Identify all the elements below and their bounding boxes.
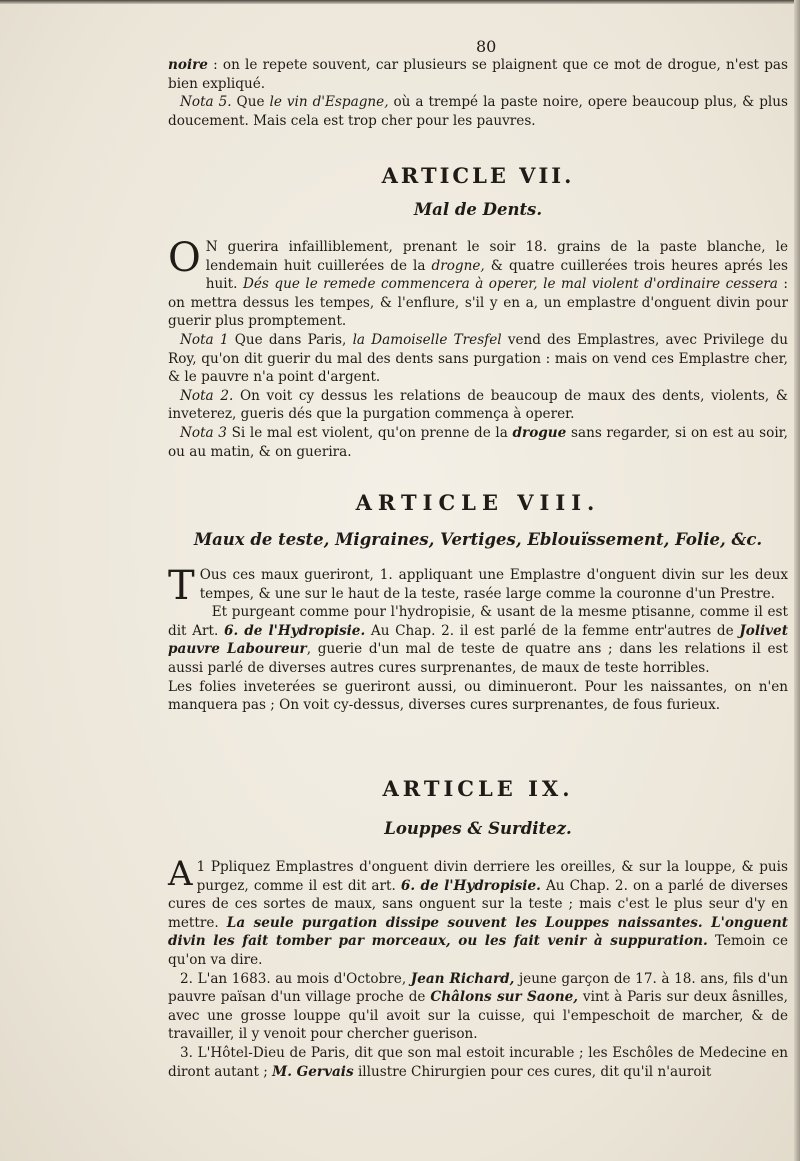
paragraph: noire : on le repete souvent, car plusieurs se plaignent que ce mot de drogue, n'est pas bien expliqué.: [168, 57, 788, 92]
drop-cap: T: [168, 563, 195, 609]
paragraph: Nota 3 Si le mal est violent, qu'on prenne de la drogue sans regarder, si on est au soir, ou au matin, & on guerira.: [168, 424, 789, 460]
article-body: [168, 235, 789, 461]
article-heading: ARTICLE VII.: [381, 163, 575, 188]
paragraph: 3. L'Hôtel-Dieu de Paris, dit que son mal estoit incurable ; les Eschôles de Medecine en diront autant ; M. Gervais illustre Chirurgien pour ces cures, dit qu'il n'auroit: [168, 1044, 788, 1080]
paragraph: Et purgeant comme pour l'hydropisie, & usant de la mesme ptisanne, comme il est dit Art. 6. de l'Hydropisie. Au Chap. 2. il est parlé de la femme entr'autres de Jolivet pauvre Laboureur, guerie d'un mal de teste de quatre ans ; dans les relations il est aussi parlé de diverses autres cures surprenantes, de maux de teste horribles.: [168, 604, 788, 676]
article-subtitle: Louppes & Surditez.: [384, 819, 572, 838]
page-right-edge: [794, 0, 800, 1161]
article-body: [168, 854, 788, 1081]
paragraph: O N guerira infailliblement, prenant le soir 18. grains de la paste blanche, le lendemain huit cuillerées de la drogne, & quatre cuillerées trois heures aprés les huit. Dés que le remede commencera à operer, le mal violent d'ordinaire cessera : on mettra dessus les tempes, & l'enflure, s'il y en a, un emplastre d'onguent divin pour guerir plus promptement.: [168, 235, 788, 330]
article-heading: ARTICLE IX.: [382, 776, 574, 801]
paragraph: Nota 2. On voit cy dessus les relations de beaucoup de maux des dents, violents, & inveterez, gueris dés que la purgation commença à operer.: [168, 387, 788, 423]
drop-cap: A: [168, 854, 193, 894]
page-number: 80: [476, 37, 497, 56]
paragraph: Nota 1 Que dans Paris, la Damoiselle Tresfel vend des Emplastres, avec Privilege du Roy, qu'on dit guerir du mal des dents sans purgation : mais on vend ces Emplastre cher, & le pauvre n'a point d'argent.: [168, 331, 788, 386]
page-top-edge: [0, 0, 800, 4]
paragraph: Les folies inveterées se gueriront aussi, ou diminueront. Pour les naissantes, on n'en manquera pas ; On voit cy-dessus, diverses cures surprenantes, de fous furieux.: [168, 678, 788, 714]
article-subtitle: Maux de teste, Migraines, Vertiges, Eblouïssement, Folie, &c.: [193, 530, 763, 549]
paragraph: 2. L'an 1683. au mois d'Octobre, Jean Richard, jeune garçon de 17. à 18. ans, fils d'un pauvre païsan d'un village proche de Châlons sur Saone, vint à Paris sur deux âsnilles, avec une grosse louppe qu'il avoit sur la cuisse, qui l'empeschoit de marcher, & de travailler, il y venoit pour chercher guerison.: [168, 970, 788, 1043]
article-body: [168, 563, 788, 715]
paragraph: 1 A Ppliquez Emplastres d'onguent divin derriere les oreilles, & sur la louppe, & puis purgez, comme il est dit art. 6. de l'Hydropisie. Au Chap. 2. on a parlé de diverses cures de ces sortes de maux, sans onguent sur la teste ; mais c'est le plus seur d'y en mettre. La seule purgation dissipe souvent les Louppes naissantes. L'onguent divin les fait tomber par morceaux, ou les fait venir à suppuration. Temoin ce qu'on va dire.: [168, 854, 788, 968]
paragraph: T Ous ces maux gueriront, 1. appliquant une Emplastre d'onguent divin sur les deux tempes, & une sur le haut de la teste, rasée large comme la couronne d'un Prestre.: [168, 563, 788, 609]
article-subtitle: Mal de Dents.: [413, 200, 543, 219]
drop-cap: O: [168, 235, 201, 281]
continuation-block: [168, 56, 788, 130]
article-heading: ARTICLE VIII.: [355, 490, 601, 515]
paragraph: Nota 5. Que le vin d'Espagne, où a trempé la paste noire, opere beaucoup plus, & plus doucement. Mais cela est trop cher pour les pauvres.: [168, 94, 788, 129]
